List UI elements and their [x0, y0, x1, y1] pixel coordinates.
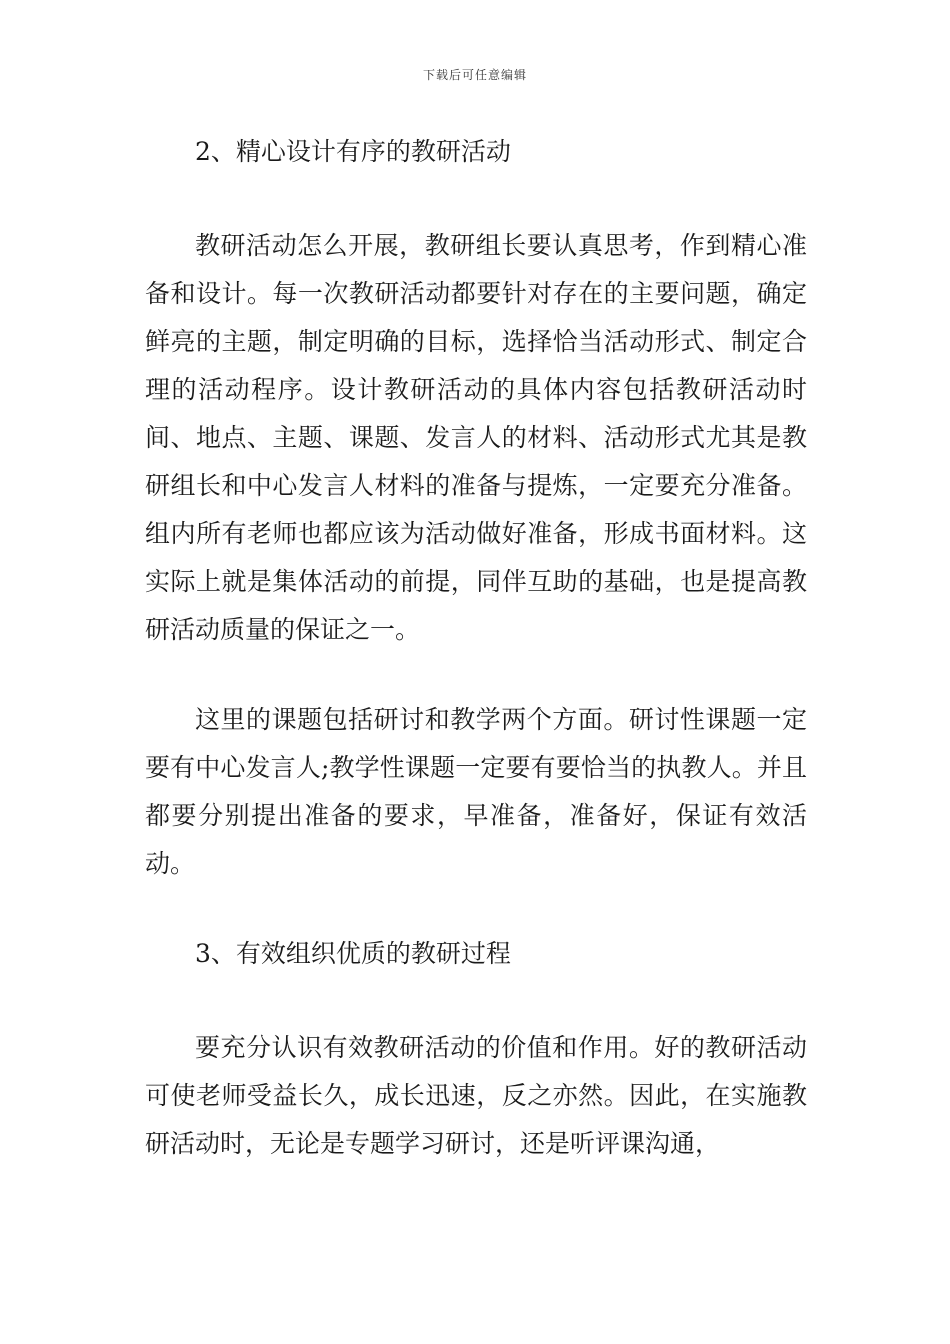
page-header-note: 下载后可任意编辑: [422, 68, 527, 82]
document-body: [145, 128, 807, 1168]
body-paragraph: 教研活动怎么开展，教研组长要认真思考，作到精心准备和设计。每一次教研活动都要针对存在的主要问题，确定鲜亮的主题，制定明确的目标，选择恰当活动形式、制定合理的活动程序。设计教研活动的具体内容包括教研活动时间、地点、主题、课题、发言人的材料、活动形式尤其是教研组长和中心发言人材料的准备与提炼，一定要充分准备。组内所有老师也都应该为活动做好准备，形成书面材料。这实际上就是集体活动的前提，同伴互助的基础，也是提高教研活动质量的保证之一。: [145, 231, 807, 644]
body-paragraph: 这里的课题包括研讨和教学两个方面。研讨性课题一定要有中心发言人;教学性课题一定要有要恰当的执教人。并且都要分别提出准备的要求，早准备，准备好，保证有效活动。: [145, 705, 807, 878]
section-heading-2: 2、精心设计有序的教研活动: [195, 137, 511, 166]
body-paragraph: 要充分认识有效教研活动的价值和作用。好的教研活动可使老师受益长久，成长迅速，反之亦然。因此，在实施教研活动时，无论是专题学习研讨，还是听评课沟通，: [145, 1033, 807, 1158]
section-heading-3: 3、有效组织优质的教研过程: [195, 939, 511, 968]
